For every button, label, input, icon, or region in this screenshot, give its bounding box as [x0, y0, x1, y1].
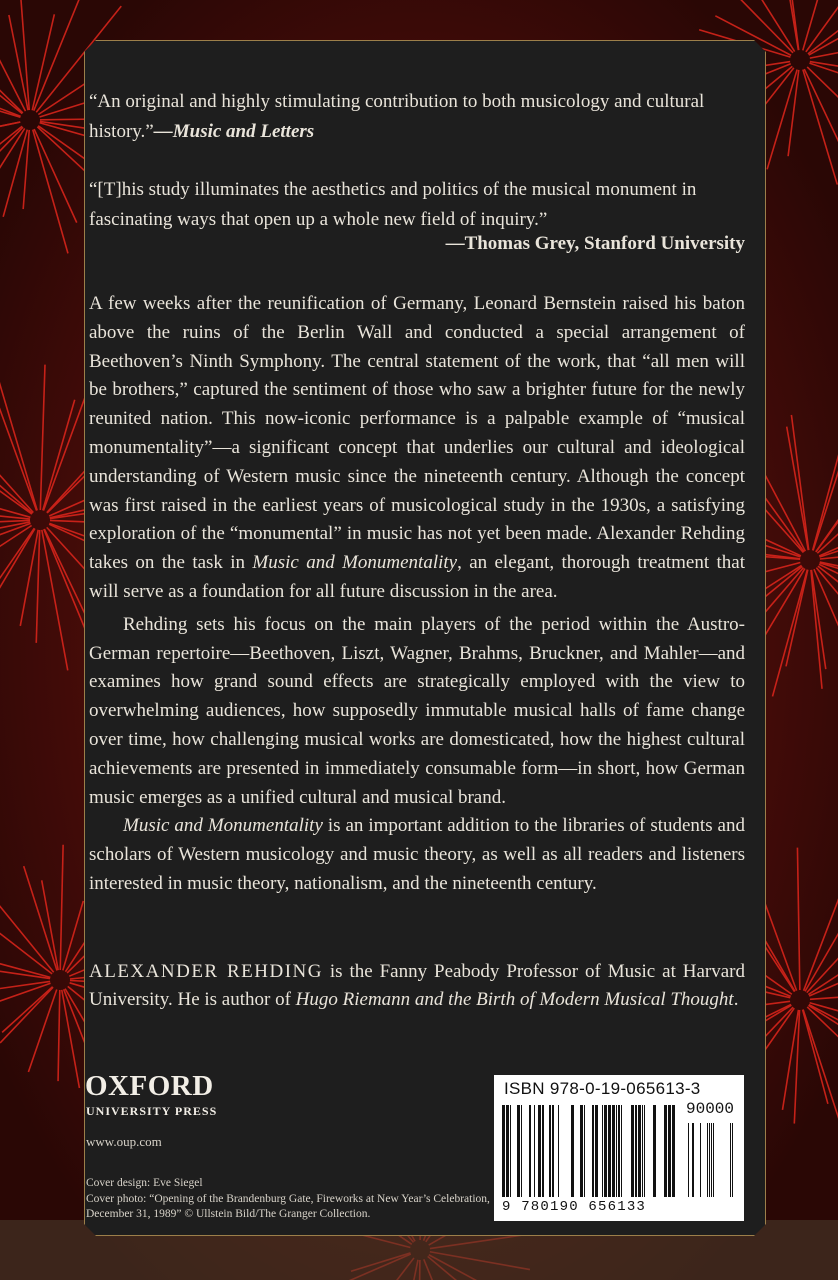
author-previous-book: Hugo Riemann and the Birth of Modern Musical Thought — [295, 989, 734, 1010]
review-source-2: —Thomas Grey, Stanford University — [445, 233, 745, 254]
isbn-number: ISBN 978-0-19-065613-3 — [504, 1079, 701, 1098]
book-title-inline-2: Music and Monumentality — [123, 815, 323, 837]
barcode-bars — [502, 1101, 736, 1201]
publisher-logo: OXFORD — [85, 1070, 214, 1102]
book-description — [89, 290, 745, 899]
description-paragraph-1: A few weeks after the reunification of Germany, Leonard Bernstein raised his baton above the ruins of the Berlin Wall and conducted a special arrangement of Beethoven’s Ninth Symphony. The central statement of the work, that “all men will be brothers,” captured the sentiment of those who saw a brighter future for the newly reunited nation. This now-iconic performance is a palpable example of “musical monumentality”—a significant concept that underlies our cultural and ideological understanding of Western music since the nineteenth century. Although the concept was first raised in the earliest years of musicological study in the 1930s, a satisfying exploration of the “monumental” in music has not yet been made. Alexander Rehding takes on the task in Music and Monumentality, an elegant, thorough treatment that will serve as a foundation for all future discussion in the area. — [89, 293, 745, 602]
publisher-subname: UNIVERSITY PRESS — [86, 1104, 218, 1118]
book-title-inline: Music and Monumentality — [252, 552, 458, 574]
author-name: ALEXANDER REHDING — [89, 961, 323, 982]
description-paragraph-2: Rehding sets his focus on the main players of the period within the Austro-German repertoire—Beethoven, Liszt, Wagner, Brahms, Bruckner, and Mahler—and examines how grand sound effects are strategically employed with the view to overwhelming audiences, how supposedly immutable musical halls of fame change over time, how challenging musical works are domesticated, how the highest cultural achievements are presented in immediately consumable form—in short, how German music emerges as a unified cultural and musical brand. — [89, 613, 745, 808]
description-paragraph-3: Music and Monumentality is an important addition to the libraries of students and scholars of Western musicology and music theory, as well as all readers and listeners interested in music theory, nationalism, and the nineteenth century. — [89, 815, 745, 894]
isbn-barcode — [494, 1075, 744, 1221]
price-code: 90000 — [686, 1100, 735, 1118]
barcode-digits: 9 780190 656133 — [502, 1199, 647, 1215]
author-bio: ALEXANDER REHDING is the Fanny Peabody Professor of Music at Harvard University. He is author of Hugo Riemann and the Birth of Modern Musical Thought. — [89, 961, 745, 1010]
cover-photo-credit: Cover photo: “Opening of the Brandenburg Gate, Fireworks at New Year’s Celebration, December 31, 1989” © Ullstein Bild/The Granger Collection. — [86, 1192, 490, 1220]
cover-credits — [86, 1176, 496, 1223]
cover-design-credit: Cover design: Eve Siegel — [86, 1177, 203, 1189]
review-quote-1: “An original and highly stimulating contribution to both musicology and cultural history.”—Music and Letters — [89, 91, 705, 142]
review-quote-2: “[T]his study illuminates the aesthetics and politics of the musical monument in fascinating ways that open up a whole new field of inquiry.” — [89, 179, 697, 230]
publisher-url: www.oup.com — [86, 1134, 162, 1149]
review-source-1: —Music and Letters — [153, 121, 315, 142]
